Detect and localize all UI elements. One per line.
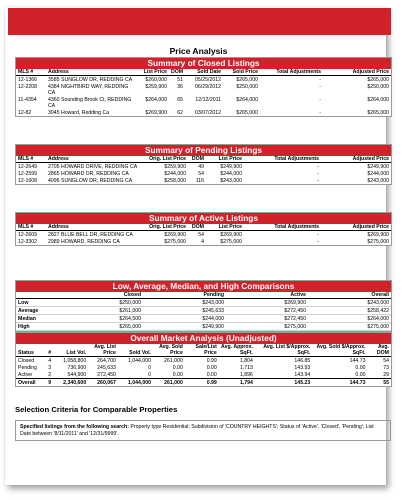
table-cell: 2,340,600 <box>53 379 88 387</box>
table-cell: 73 <box>383 365 389 371</box>
column-header: List Price <box>206 156 244 163</box>
table-cell: 1,044,000 <box>118 379 153 387</box>
table-cell: 4 <box>48 358 52 364</box>
table-cell: 144.73 <box>349 358 366 364</box>
active-listings-table <box>16 224 391 245</box>
table-cell: 0.00 <box>206 372 217 378</box>
table-cell: 12-3302 <box>18 239 38 245</box>
table-cell: $275,000 <box>220 239 242 245</box>
table-cell: 736,900 <box>67 365 87 371</box>
column-header: DOM <box>171 69 184 75</box>
table-cell: 05/25/2012 <box>195 77 221 83</box>
table-cell: 1,804 <box>239 358 253 364</box>
table-cell: 264,700 <box>97 358 116 364</box>
table-cell: 0.00 <box>206 365 217 371</box>
table-cell: 0 <box>148 365 151 371</box>
table-cell: $260,000 <box>145 77 167 83</box>
criteria-text: Property type Residential; Subdivision of 'COUNTRY HEIGHTS'; Status of 'Active', 'Closed', 'Pending'; List Date between '8/11/2011' and '12/31/9999'. <box>20 424 374 437</box>
table-row <box>16 299 391 307</box>
table-cell: 1,794 <box>219 379 255 387</box>
table-cell: $245,633 <box>143 307 226 315</box>
column-header: Avg. DOM <box>368 344 391 357</box>
table-cell: $243,000 <box>220 178 242 184</box>
table-cell: 272,450 <box>97 372 116 378</box>
column-header: Adjusted Price <box>321 224 391 231</box>
column-header: Adjusted Price <box>321 156 391 163</box>
table-cell: 3045 Howard, Redding Ca <box>48 110 110 116</box>
table-cell: 51 <box>177 77 183 83</box>
table-cell: 9 <box>43 379 54 387</box>
table-cell: 54 <box>198 171 204 177</box>
pending-listings-section <box>15 144 392 185</box>
table-row <box>16 379 391 387</box>
table-row <box>16 76 391 84</box>
table-cell: $244,000 <box>220 171 242 177</box>
table-cell: 4384 NIGHTBIRD WAY, REDDING CA <box>48 84 129 96</box>
table-cell: - <box>317 164 319 170</box>
active-listings-section <box>15 212 392 246</box>
table-cell: $250,000 <box>236 84 258 90</box>
table-cell: $269,900 <box>145 110 167 116</box>
column-header: MLS # <box>16 156 46 163</box>
table-cell: 54 <box>198 232 204 238</box>
table-cell: 0.00 <box>355 365 366 371</box>
column-header: # <box>43 344 54 357</box>
table-cell: $275,000 <box>226 323 308 331</box>
table-cell: 4096 SUNGLOW DR, REDDING CA <box>48 178 133 184</box>
table-row <box>16 357 391 365</box>
table-row <box>16 96 391 109</box>
table-cell: $269,900 <box>220 232 242 238</box>
pending-listings-table <box>16 156 391 184</box>
table-cell: $243,000 <box>143 299 226 307</box>
table-cell: 0.99 <box>185 379 219 387</box>
column-header: Avg. List $/Approx. SqFt. <box>255 344 312 357</box>
table-cell: 1,896 <box>239 372 253 378</box>
table-cell: Active <box>18 372 33 378</box>
table-cell: 2705 HOWARD DRIVE, REDDING CA <box>48 164 138 170</box>
table-cell: $259,900 <box>164 164 186 170</box>
table-row <box>16 177 391 184</box>
column-header: Active <box>226 292 308 299</box>
table-cell: 29 <box>383 372 389 378</box>
closed-listings-section <box>15 57 392 117</box>
table-cell: 36 <box>177 84 183 90</box>
table-cell: $272,450 <box>226 307 308 315</box>
table-cell: 12-2208 <box>18 84 38 90</box>
table-row <box>16 364 391 371</box>
table-cell: $264,000 <box>145 97 167 103</box>
table-cell: $269,900 <box>226 299 308 307</box>
table-cell: 0 <box>148 372 151 378</box>
table-cell: $269,900 <box>367 232 389 238</box>
table-cell: 49 <box>198 164 204 170</box>
table-cell: $265,000 <box>367 77 389 83</box>
table-cell: 260,067 <box>88 379 118 387</box>
column-header: Avg. List Price <box>88 344 118 357</box>
table-cell: 144.73 <box>312 379 367 387</box>
column-header: Address <box>46 156 146 163</box>
page-title: Price Analysis <box>169 46 228 56</box>
table-cell: $244,000 <box>164 171 186 177</box>
comparisons-section <box>15 280 392 332</box>
table-cell: 1,044,000 <box>127 358 151 364</box>
table-cell: $275,000 <box>164 239 186 245</box>
table-cell: Pending <box>18 365 38 371</box>
table-cell: 145.23 <box>255 379 312 387</box>
table-cell: 4 <box>201 239 204 245</box>
criteria-title: Selection Criteria for Comparable Properties <box>15 405 178 414</box>
table-cell: 544,900 <box>67 372 87 378</box>
criteria-lead: Specified listings from the following search: <box>20 424 129 430</box>
column-header: List Vol. <box>53 344 88 357</box>
table-cell: Overall <box>16 379 43 387</box>
table-cell: $249,900 <box>143 323 226 331</box>
table-cell: $258,422 <box>308 307 391 315</box>
table-cell: 3585 SUNGLOW DR, REDDING CA <box>48 77 133 83</box>
column-header: Avg. Sold Price <box>153 344 185 357</box>
table-row <box>16 170 391 177</box>
column-header: MLS # <box>16 224 46 231</box>
table-cell: 2827 BLUE BELL DR, REDDING CA <box>48 232 133 238</box>
table-cell: $264,000 <box>308 315 391 323</box>
table-cell: - <box>317 171 319 177</box>
table-cell: $259,900 <box>145 84 167 90</box>
table-cell: $258,000 <box>164 178 186 184</box>
comparisons-table <box>16 292 391 331</box>
table-cell: Median <box>16 315 61 323</box>
table-cell: Low <box>16 299 61 307</box>
table-cell: 55 <box>368 379 391 387</box>
table-cell: $249,900 <box>220 164 242 170</box>
overall-analysis-section <box>15 332 392 387</box>
column-header: Address <box>46 69 136 76</box>
table-cell: $265,000 <box>367 110 389 116</box>
table-cell: 4360 Sounding Brook Ct, REDDING CA <box>48 97 132 109</box>
table-cell: $244,000 <box>367 171 389 177</box>
table-cell: - <box>319 97 321 103</box>
column-header: MLS # <box>16 69 46 76</box>
table-cell: Closed <box>18 358 35 364</box>
table-cell: 12-2599 <box>18 171 38 177</box>
column-header: Orig. List Price <box>146 156 188 163</box>
table-row <box>16 83 391 96</box>
table-row <box>16 163 391 171</box>
table-cell: 2 <box>48 372 52 378</box>
table-cell: 245,633 <box>97 365 116 371</box>
table-cell: 62 <box>177 110 183 116</box>
table-cell: 12-82 <box>18 110 32 116</box>
table-row <box>16 315 391 323</box>
column-header: Adjusted Price <box>323 69 391 76</box>
comparisons-heading: Low, Average, Median, and High Comparisons <box>16 281 391 292</box>
table-cell: $269,900 <box>164 232 186 238</box>
column-header: Closed <box>61 292 143 299</box>
closed-listings-heading: Summary of Closed Listings <box>16 58 391 69</box>
column-header: Total Adjustments <box>244 156 321 163</box>
table-cell: $244,000 <box>143 315 226 323</box>
table-cell: - <box>319 110 321 116</box>
column-header: Pending <box>143 292 226 299</box>
table-cell: $261,000 <box>61 307 143 315</box>
column-header: Address <box>46 224 146 231</box>
table-cell: 03/07/2012 <box>195 110 221 116</box>
table-cell: 0.99 <box>206 358 217 364</box>
column-header: Overall <box>308 292 391 299</box>
table-cell: $265,000 <box>236 110 258 116</box>
table-cell: - <box>317 239 319 245</box>
column-header: Avg. Sold $/Approx. SqFt. <box>312 344 367 357</box>
table-cell: $249,900 <box>367 164 389 170</box>
table-row <box>16 109 391 116</box>
table-cell: 1,713 <box>239 365 253 371</box>
column-header: List Price <box>206 224 244 231</box>
closed-listings-table <box>16 69 391 116</box>
table-cell: 143.94 <box>294 372 311 378</box>
table-row <box>16 371 391 379</box>
pending-listings-heading: Summary of Pending Listings <box>16 145 391 156</box>
overall-analysis-table <box>16 344 391 386</box>
table-cell: 3 <box>48 365 52 371</box>
table-cell: 261,000 <box>153 379 185 387</box>
table-cell: $264,000 <box>367 97 389 103</box>
table-cell: 12-2609 <box>18 232 38 238</box>
table-cell: $250,000 <box>367 84 389 90</box>
table-cell: - <box>317 232 319 238</box>
column-header: Sold Vol. <box>118 344 153 357</box>
table-cell: $272,450 <box>226 315 308 323</box>
table-cell: 0.00 <box>172 372 183 378</box>
column-header: Status <box>16 344 43 357</box>
column-header: Total Adjustments <box>244 224 321 231</box>
column-header: Sold Date <box>185 69 223 76</box>
table-cell: 116 <box>195 178 204 184</box>
column-header: Orig. List Price <box>146 224 188 231</box>
table-cell: 2989 HOWARD, REDDING CA <box>48 239 120 245</box>
table-cell: 0.00 <box>172 365 183 371</box>
column-header: DOM <box>188 224 206 231</box>
table-cell: 11-4354 <box>18 97 37 103</box>
table-cell: $243,000 <box>367 178 389 184</box>
table-cell: $265,000 <box>236 77 258 83</box>
table-row <box>16 238 391 245</box>
table-row <box>16 323 391 331</box>
table-cell: 0.00 <box>355 372 366 378</box>
table-cell: $243,000 <box>308 299 391 307</box>
column-header: Avg. Approx. SqFt. <box>219 344 255 357</box>
column-header: Total Adjustments <box>260 69 323 76</box>
column-header: List Price <box>136 69 169 76</box>
criteria-box <box>15 420 391 441</box>
header-banner <box>8 8 391 35</box>
table-cell: High <box>16 323 61 331</box>
table-cell: $265,000 <box>61 323 143 331</box>
table-cell: 12/12/2011 <box>195 97 221 103</box>
table-cell: 06/29/2012 <box>195 84 221 90</box>
table-cell: 146.85 <box>294 358 311 364</box>
table-cell: Average <box>16 307 61 315</box>
table-cell: $264,500 <box>61 315 143 323</box>
table-cell: 12-1366 <box>18 77 38 83</box>
active-listings-heading: Summary of Active Listings <box>16 213 391 224</box>
table-cell: $275,000 <box>367 239 389 245</box>
table-cell: - <box>317 178 319 184</box>
table-cell: 1,058,800 <box>63 358 87 364</box>
table-cell: - <box>319 84 321 90</box>
table-cell: $250,000 <box>61 299 143 307</box>
table-cell: 12-1608 <box>18 178 38 184</box>
column-header: DOM <box>188 156 206 163</box>
column-header: Sold Price <box>223 69 260 76</box>
table-row <box>16 307 391 315</box>
overall-analysis-heading: Overall Market Analysis (Unadjusted) <box>16 333 391 344</box>
column-header: Sale/List Price <box>185 344 219 357</box>
table-row <box>16 231 391 239</box>
table-cell: 12-2649 <box>18 164 38 170</box>
table-cell: $264,000 <box>236 97 258 103</box>
table-cell: 143.93 <box>294 365 311 371</box>
table-cell: - <box>319 77 321 83</box>
table-cell: $275,000 <box>308 323 391 331</box>
table-cell: 2865 HOWARD DR, REDDING CA <box>48 171 129 177</box>
table-cell: 261,000 <box>164 358 183 364</box>
table-cell: 65 <box>177 97 183 103</box>
table-cell: 54 <box>383 358 389 364</box>
